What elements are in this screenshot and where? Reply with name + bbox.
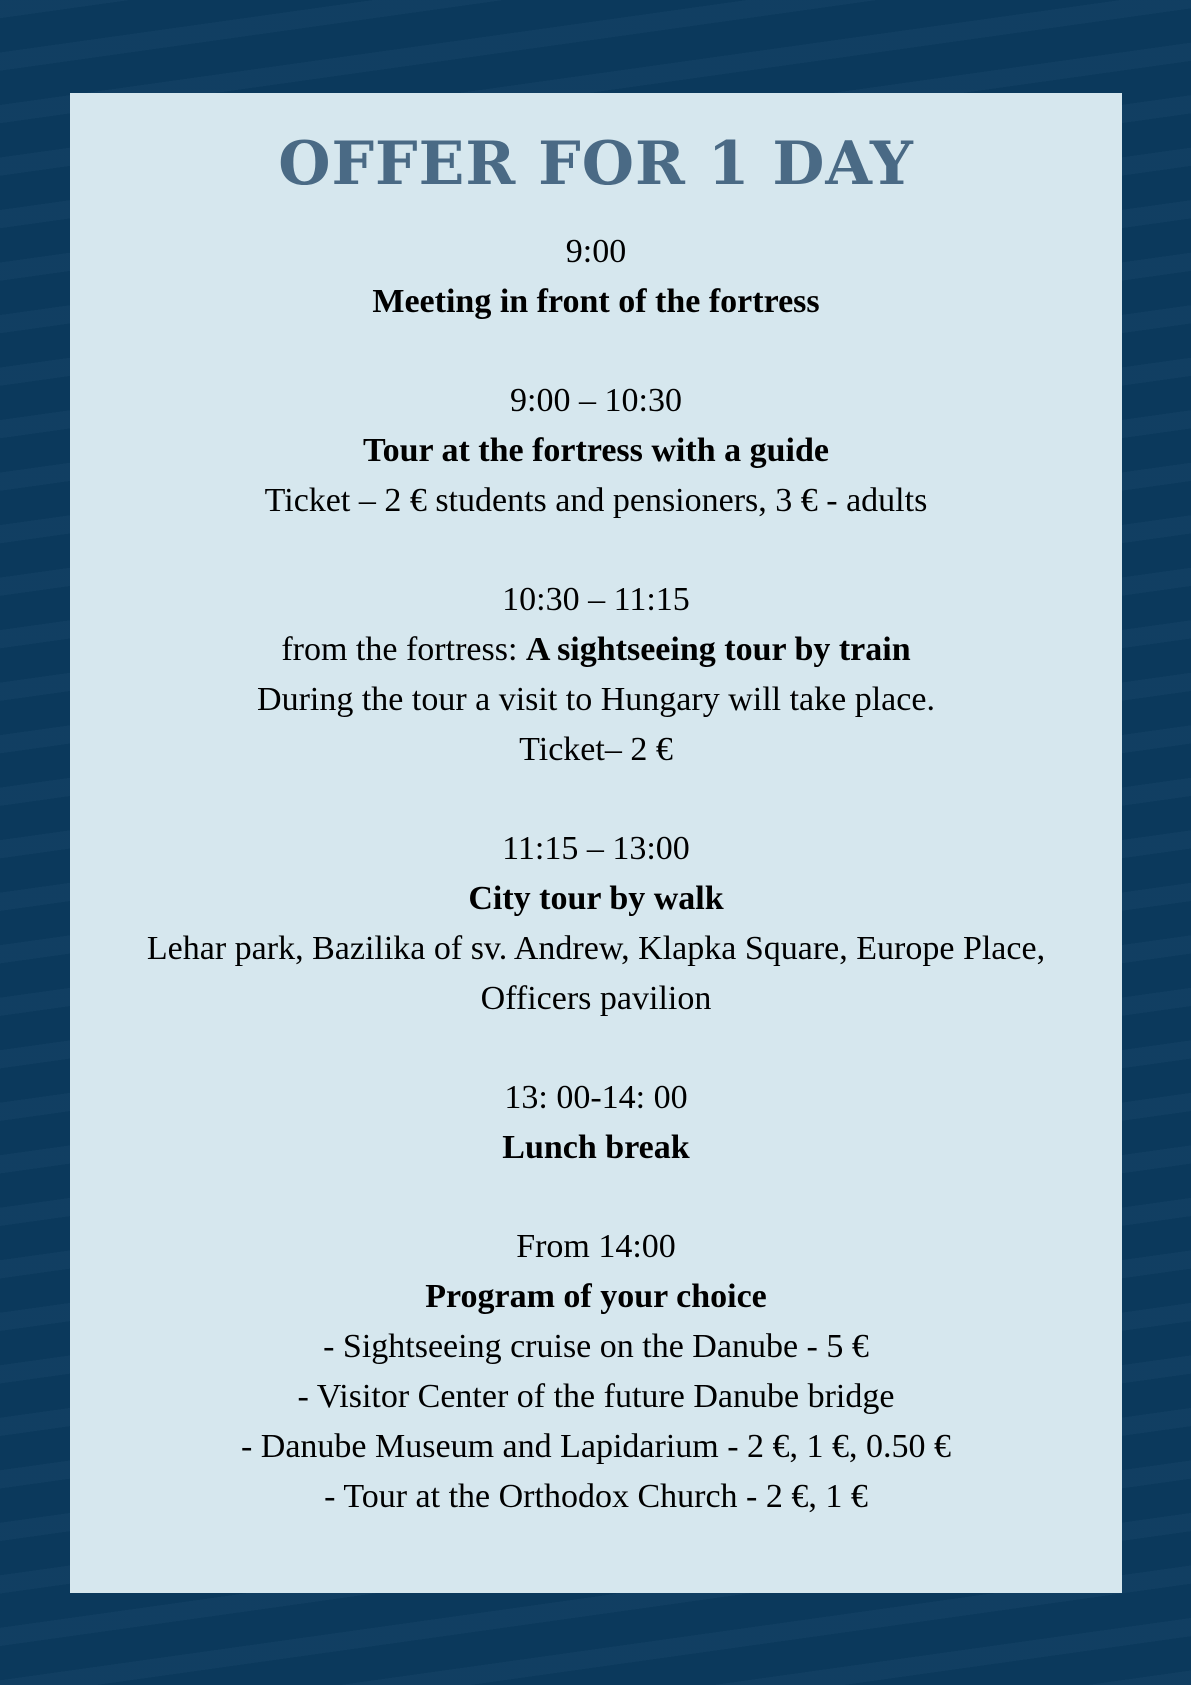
activity-heading: City tour by walk	[468, 880, 724, 917]
time-label: From 14:00	[516, 1228, 676, 1265]
schedule-block-lunch	[70, 1073, 1122, 1173]
ticket-info: Ticket – 2 € students and pensioners, 3 € - adults	[264, 482, 928, 519]
activity-heading: Meeting in front of the fortress	[372, 283, 820, 320]
schedule	[70, 227, 1122, 1571]
schedule-block-train-tour	[70, 575, 1122, 775]
list-item: - Sightseeing cruise on the Danube - 5 €	[323, 1328, 869, 1365]
schedule-block-fortress-tour	[70, 376, 1122, 526]
activity-heading: Tour at the fortress with a guide	[363, 432, 829, 469]
schedule-block-program-choice	[70, 1222, 1122, 1522]
activity-heading: Program of your choice	[425, 1278, 767, 1315]
time-label: 13: 00-14: 00	[504, 1079, 688, 1116]
ticket-info: Ticket– 2 €	[519, 731, 673, 768]
program-options-list	[70, 1322, 1122, 1522]
activity-heading: Lunch break	[502, 1129, 690, 1166]
schedule-block-meeting	[70, 227, 1122, 327]
time-label: 9:00 – 10:30	[510, 382, 682, 419]
activity-description: Lehar park, Bazilika of sv. Andrew, Klapka Square, Europe Place, Officers pavilion	[146, 930, 1046, 1017]
list-item: - Tour at the Orthodox Church - 2 €, 1 €	[324, 1478, 868, 1515]
time-label: 11:15 – 13:00	[502, 830, 690, 867]
list-item: - Visitor Center of the future Danube bridge	[297, 1378, 895, 1415]
list-item: - Danube Museum and Lapidarium - 2 €, 1 €, 0.50 €	[240, 1428, 952, 1465]
time-label: 9:00	[565, 233, 627, 270]
page-title: OFFER FOR 1 DAY	[278, 129, 914, 199]
activity-heading: A sightseeing tour by train	[525, 631, 911, 668]
time-label: 10:30 – 11:15	[502, 581, 690, 618]
activity-heading-prefix: from the fortress:	[281, 631, 526, 668]
activity-heading-line	[70, 625, 1122, 675]
schedule-block-city-tour	[70, 824, 1122, 1024]
activity-description: During the tour a visit to Hungary will take place.	[257, 681, 935, 718]
offer-card	[70, 93, 1122, 1593]
